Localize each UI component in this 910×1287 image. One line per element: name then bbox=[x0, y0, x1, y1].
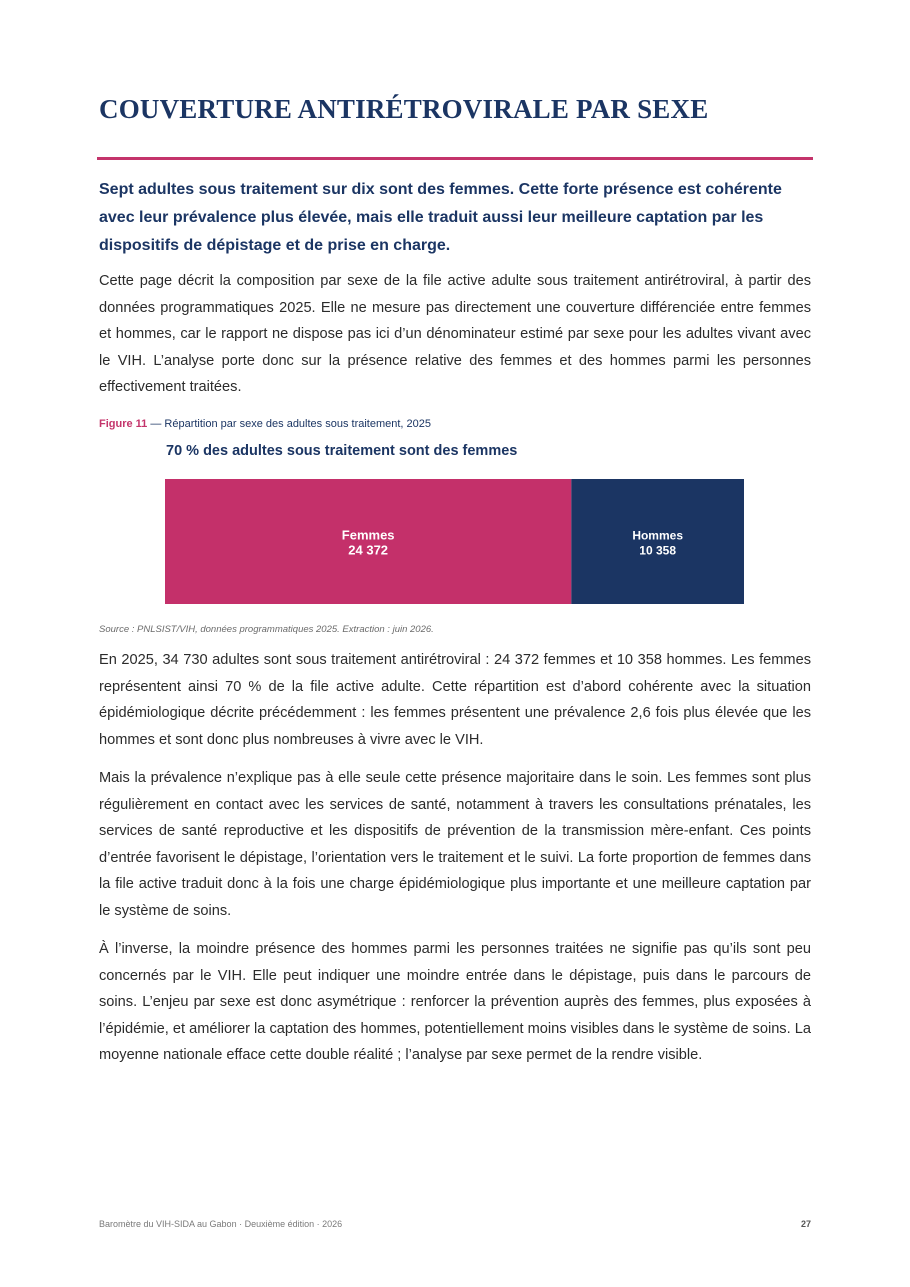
bar-label-femmes: Femmes bbox=[341, 527, 395, 543]
figure-caption-text: — Répartition par sexe des adultes sous traitement, 2025 bbox=[147, 418, 432, 430]
bar-label-hommes: Hommes bbox=[632, 528, 684, 543]
bar-value-femmes: 24 372 bbox=[348, 542, 389, 558]
stacked-bar-chart bbox=[0, 0, 910, 640]
body-paragraph-2: En 2025, 34 730 adultes sont sous traitement antirétroviral : 24 372 femmes et 10 358 hommes. Les femmes représentent ainsi 70 % de la file active adulte. Cette répartition est d’abord cohérente avec la situation épidémiologique décrite précédemment : les femmes présentent une prévalence 2,6 fois plus élevée que les hommes et sont donc plus nombreuses à vivre avec le VIH. bbox=[99, 652, 811, 748]
figure-source: Source : PNLSIST/VIH, données programmatiques 2025. Extraction : juin 2026. bbox=[99, 624, 434, 635]
page-number: 27 bbox=[800, 1219, 811, 1229]
chart-marks bbox=[165, 479, 744, 604]
footer-publication: Baromètre du VIH-SIDA au Gabon · Deuxième édition · 2026 bbox=[99, 1219, 343, 1229]
figure-number: Figure 11 bbox=[99, 418, 148, 430]
body-paragraph-4: À l’inverse, la moindre présence des hommes parmi les personnes traitées ne signifie pas qu’ils sont peu concernés par le VIH. Elle peut indiquer une moindre entrée dans le dépistage, puis dans le parcours de soins. L’enjeu par sexe est donc asymétrique : renforcer la prévention auprès des femmes, plus exposées à l’épidémie, et améliorer la captation des hommes, potentiellement moins visibles dans le système de soins. La moyenne nationale efface cette double réalité ; l’analyse par sexe permet de la rendre visible. bbox=[99, 941, 811, 1063]
body-paragraph-3: Mais la prévalence n’explique pas à elle seule cette présence majoritaire dans le soin. Les femmes sont plus régulièrement en contact avec les services de santé, notamment à travers les consultations prénatales, les services de santé reproductive et les dispositifs de prévention de la transmission mère-enfant. Ces points d’entrée favorisent le dépistage, l’orientation vers le traitement et le suivi. La forte proportion de femmes dans la file active traduit donc à la fois une charge épidémiologique plus importante et une meilleure captation par le système de soins. bbox=[99, 770, 811, 919]
body-paragraph-1: Cette page décrit la composition par sexe de la file active adulte sous traitement antirétroviral, à partir des données programmatiques 2025. Elle ne mesure pas directement une couverture différenciée entre femmes et hommes, car le rapport ne dispose pas ici d’un dénominateur estimé par sexe pour les adultes vivant avec le VIH. L’analyse porte donc sur la présence relative des femmes et des hommes parmi les personnes effectivement traitées. bbox=[99, 273, 811, 395]
page-title: COUVERTURE ANTIRÉTROVIRALE PAR SEXE bbox=[99, 94, 709, 124]
lead-paragraph: Sept adultes sous traitement sur dix sont des femmes. Cette forte présence est cohérente avec leur prévalence plus élevée, mais elle traduit aussi leur meilleure captation par les dispositifs de dépistage et de prise en charge. bbox=[99, 181, 782, 254]
chart-title: 70 % des adultes sous traitement sont des femmes bbox=[166, 443, 518, 459]
bar-value-hommes: 10 358 bbox=[639, 543, 677, 558]
